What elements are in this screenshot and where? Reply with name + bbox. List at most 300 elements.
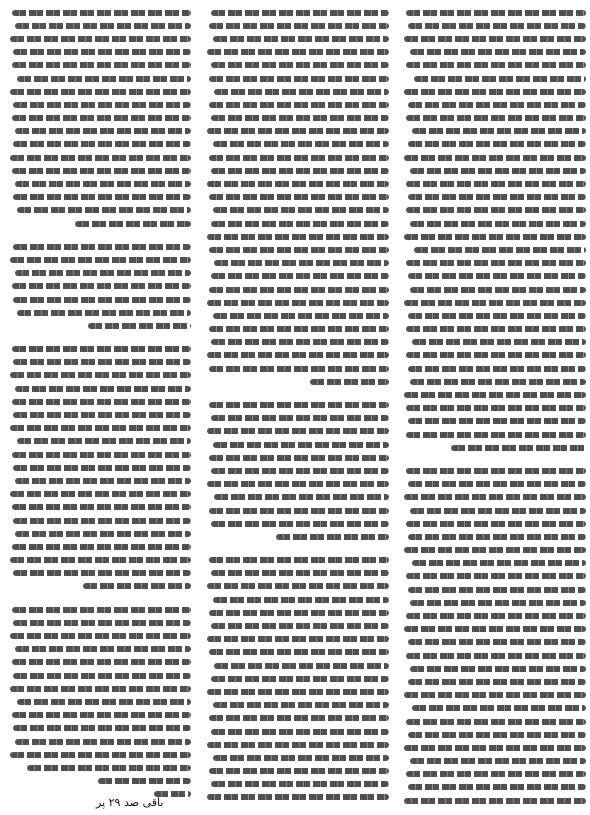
text-line-ink — [10, 686, 192, 692]
text-line — [201, 270, 388, 283]
text-line-ink — [211, 62, 389, 68]
text-line-ink — [10, 491, 192, 497]
text-line-ink — [209, 76, 389, 82]
text-line-ink — [404, 300, 586, 306]
text-line — [399, 98, 586, 111]
text-line-ink — [12, 399, 192, 405]
text-line-ink — [406, 181, 586, 187]
paragraph-gap — [4, 230, 191, 240]
text-line-ink — [27, 765, 192, 771]
text-line-ink — [408, 418, 586, 424]
text-line-ink — [209, 247, 389, 253]
paragraph-gap — [4, 593, 191, 603]
text-line-ink — [412, 128, 586, 134]
text-line-ink — [214, 494, 388, 500]
text-line — [399, 583, 586, 596]
text-line-ink — [15, 23, 191, 29]
text-line-ink — [12, 544, 192, 550]
text-line — [4, 527, 191, 540]
text-line — [201, 672, 388, 685]
text-line — [399, 6, 586, 19]
text-line-ink — [213, 755, 389, 761]
paragraph-gap — [201, 544, 388, 554]
text-line — [399, 336, 586, 349]
text-line-ink — [209, 455, 389, 461]
text-line-ink — [213, 442, 389, 448]
text-line-ink — [207, 300, 389, 306]
text-line-ink — [408, 366, 586, 372]
text-line — [201, 349, 388, 362]
text-line-ink — [209, 557, 389, 563]
text-line-ink — [13, 141, 191, 147]
text-line-ink — [209, 402, 389, 408]
text-line-ink — [10, 752, 192, 758]
text-line-ink — [211, 339, 389, 345]
text-line — [201, 425, 388, 438]
text-line — [399, 544, 586, 557]
text-line — [399, 296, 586, 309]
text-line — [201, 606, 388, 619]
text-line-ink — [207, 428, 389, 434]
text-line-ink — [13, 194, 191, 200]
text-line — [4, 775, 191, 788]
text-line-ink — [207, 181, 389, 187]
text-line-ink — [209, 326, 389, 332]
text-line-ink — [209, 649, 389, 655]
text-line-ink — [207, 636, 389, 642]
text-line-ink — [408, 732, 586, 738]
text-line — [4, 488, 191, 501]
text-line-ink — [406, 719, 586, 725]
text-line — [4, 112, 191, 125]
text-line-ink — [211, 781, 389, 787]
text-line-ink — [10, 372, 192, 378]
text-line-ink — [406, 613, 586, 619]
text-line — [4, 474, 191, 487]
text-line-ink — [13, 518, 191, 524]
text-line-ink — [213, 597, 389, 603]
text-line — [201, 712, 388, 725]
text-line — [4, 267, 191, 280]
text-line-ink — [207, 689, 389, 695]
text-line — [201, 791, 388, 804]
text-line-ink — [408, 587, 586, 593]
text-line — [4, 709, 191, 722]
text-line — [399, 362, 586, 375]
text-line-ink — [408, 639, 586, 645]
text-line — [4, 422, 191, 435]
text-column-middle — [201, 6, 388, 811]
text-line-ink — [213, 207, 389, 213]
text-line-ink — [12, 504, 192, 510]
text-line-ink — [209, 610, 389, 616]
text-line — [201, 323, 388, 336]
text-line-ink — [15, 739, 191, 745]
text-line-ink — [17, 76, 191, 82]
text-line — [4, 85, 191, 98]
text-line-ink — [12, 346, 192, 352]
text-line — [201, 177, 388, 190]
text-line — [399, 689, 586, 702]
text-line-ink — [412, 560, 586, 566]
text-line-ink — [15, 531, 191, 537]
text-line-ink — [406, 260, 586, 266]
text-line-ink — [207, 49, 389, 55]
text-line-ink — [211, 415, 389, 421]
text-line-ink — [410, 49, 586, 55]
text-line — [399, 415, 586, 428]
text-line — [4, 567, 191, 580]
text-line — [399, 270, 586, 283]
text-line — [201, 85, 388, 98]
text-line — [4, 46, 191, 59]
text-line — [201, 725, 388, 738]
text-line-ink — [98, 778, 192, 784]
text-line-ink — [207, 583, 389, 589]
text-line — [399, 125, 586, 138]
text-line — [4, 280, 191, 293]
text-line-ink — [406, 326, 586, 332]
text-line — [399, 478, 586, 491]
text-line — [399, 636, 586, 649]
text-line — [399, 112, 586, 125]
text-line-ink — [406, 207, 586, 213]
text-line — [399, 402, 586, 415]
text-line-ink — [404, 745, 586, 751]
text-line — [399, 243, 586, 256]
text-line-ink — [408, 313, 586, 319]
text-line — [201, 464, 388, 477]
text-line — [399, 491, 586, 504]
text-line — [201, 151, 388, 164]
text-line-ink — [410, 758, 586, 764]
text-line-ink — [406, 115, 586, 121]
text-line-ink — [408, 23, 586, 29]
continuation-note: باقی صد ۲۹ پر — [96, 796, 164, 809]
text-line — [4, 461, 191, 474]
text-line — [4, 682, 191, 695]
text-line — [4, 356, 191, 369]
text-line — [4, 629, 191, 642]
text-line — [4, 395, 191, 408]
text-line-ink — [406, 352, 586, 358]
text-line-ink — [17, 699, 191, 705]
text-line — [201, 491, 388, 504]
text-line — [399, 441, 586, 454]
text-line — [201, 6, 388, 19]
text-line — [201, 138, 388, 151]
text-line-ink — [207, 234, 389, 240]
text-line — [4, 293, 191, 306]
text-line — [399, 46, 586, 59]
text-line-ink — [12, 168, 192, 174]
text-line — [201, 283, 388, 296]
text-line — [4, 204, 191, 217]
text-line — [399, 662, 586, 675]
text-line — [201, 751, 388, 764]
text-line-ink — [406, 573, 586, 579]
text-line — [201, 659, 388, 672]
text-line-ink — [406, 405, 586, 411]
text-line-ink — [12, 283, 192, 289]
text-line — [201, 567, 388, 580]
text-line-ink — [408, 784, 586, 790]
text-line-ink — [404, 692, 586, 698]
text-line-ink — [13, 412, 191, 418]
text-line — [399, 557, 586, 570]
text-line-ink — [207, 481, 389, 487]
text-line — [4, 369, 191, 382]
text-line — [399, 59, 586, 72]
text-line-ink — [404, 155, 586, 161]
text-line-ink — [209, 23, 389, 29]
text-line-ink — [15, 386, 191, 392]
text-line — [201, 685, 388, 698]
text-line-ink — [13, 359, 191, 365]
text-line-ink — [408, 194, 586, 200]
text-line — [4, 253, 191, 266]
text-line — [201, 164, 388, 177]
text-line — [201, 504, 388, 517]
text-line — [4, 177, 191, 190]
text-line — [4, 643, 191, 656]
text-line-ink — [13, 673, 191, 679]
text-line — [4, 448, 191, 461]
text-line — [399, 570, 586, 583]
text-line — [399, 741, 586, 754]
text-line — [399, 323, 586, 336]
text-line-ink — [404, 89, 586, 95]
text-line-ink — [276, 534, 388, 540]
text-line-ink — [404, 626, 586, 632]
text-line — [201, 699, 388, 712]
text-line-ink — [12, 115, 192, 121]
text-line-ink — [410, 379, 586, 385]
text-line-ink — [414, 76, 586, 82]
text-line-ink — [406, 521, 586, 527]
text-line — [201, 125, 388, 138]
text-line — [399, 794, 586, 807]
text-line — [4, 735, 191, 748]
text-line-ink — [211, 168, 389, 174]
text-line-ink — [13, 49, 191, 55]
text-line — [4, 343, 191, 356]
text-line — [201, 257, 388, 270]
text-line-ink — [209, 287, 389, 293]
text-line — [4, 695, 191, 708]
text-line — [201, 59, 388, 72]
text-line-ink — [15, 128, 191, 134]
text-line-ink — [211, 273, 389, 279]
text-line — [399, 375, 586, 388]
text-line — [201, 204, 388, 217]
text-line — [201, 112, 388, 125]
text-line-ink — [414, 247, 586, 253]
text-line — [201, 778, 388, 791]
text-line-ink — [410, 508, 586, 514]
text-line — [399, 530, 586, 543]
text-line-ink — [408, 273, 586, 279]
text-line — [4, 722, 191, 735]
text-line-ink — [13, 465, 191, 471]
text-line — [201, 46, 388, 59]
text-line — [399, 138, 586, 151]
text-line — [4, 554, 191, 567]
text-line — [201, 438, 388, 451]
text-line — [399, 230, 586, 243]
text-line — [399, 715, 586, 728]
text-line-ink — [15, 270, 191, 276]
text-line-ink — [404, 392, 586, 398]
text-line-ink — [211, 729, 389, 735]
text-line-ink — [10, 557, 192, 563]
text-line-ink — [410, 221, 586, 227]
text-line — [201, 646, 388, 659]
text-line-ink — [406, 432, 586, 438]
text-line-ink — [10, 36, 192, 42]
text-line-ink — [209, 366, 389, 372]
text-line-ink — [10, 257, 192, 263]
text-line-ink — [12, 62, 192, 68]
paragraph-gap — [201, 388, 388, 398]
text-line — [4, 138, 191, 151]
text-line-ink — [209, 715, 389, 721]
text-line-ink — [412, 705, 586, 711]
text-line — [4, 580, 191, 593]
text-line — [201, 765, 388, 778]
text-line — [399, 428, 586, 441]
text-line-ink — [15, 478, 191, 484]
text-line-ink — [404, 494, 586, 500]
text-line-ink — [209, 155, 389, 161]
text-line-ink — [13, 297, 191, 303]
text-column-left — [4, 6, 191, 811]
text-line-ink — [404, 36, 586, 42]
text-line — [201, 336, 388, 349]
text-line — [4, 514, 191, 527]
text-line — [201, 309, 388, 322]
text-line — [399, 781, 586, 794]
text-line-ink — [310, 379, 389, 385]
text-line-ink — [408, 534, 586, 540]
text-line — [4, 656, 191, 669]
text-line — [399, 649, 586, 662]
text-line — [201, 554, 388, 567]
text-line — [399, 217, 586, 230]
text-line-ink — [211, 221, 389, 227]
text-line — [201, 243, 388, 256]
text-line — [201, 217, 388, 230]
text-line-ink — [406, 468, 586, 474]
text-line — [201, 296, 388, 309]
text-line — [201, 412, 388, 425]
text-line-ink — [12, 452, 192, 458]
text-line — [201, 72, 388, 85]
text-line — [399, 388, 586, 401]
text-line — [4, 98, 191, 111]
text-line-ink — [17, 207, 191, 213]
text-line — [201, 451, 388, 464]
text-line — [4, 151, 191, 164]
text-line-ink — [214, 89, 388, 95]
text-line — [399, 72, 586, 85]
text-line-ink — [207, 352, 389, 358]
text-line-ink — [10, 89, 192, 95]
text-line-ink — [410, 666, 586, 672]
text-line — [399, 504, 586, 517]
text-line — [399, 755, 586, 768]
text-line — [399, 768, 586, 781]
text-line-ink — [17, 310, 191, 316]
text-line-ink — [214, 260, 388, 266]
text-line — [4, 191, 191, 204]
text-line — [399, 164, 586, 177]
text-line-ink — [404, 234, 586, 240]
text-line — [201, 517, 388, 530]
text-line — [201, 98, 388, 111]
text-line — [201, 230, 388, 243]
text-line — [399, 257, 586, 270]
text-line-ink — [209, 768, 389, 774]
text-line-ink — [13, 570, 191, 576]
text-line-ink — [13, 244, 191, 250]
text-line — [4, 603, 191, 616]
text-line — [399, 309, 586, 322]
paragraph-gap — [399, 454, 586, 464]
text-line — [4, 32, 191, 45]
text-line — [201, 633, 388, 646]
text-line — [201, 478, 388, 491]
text-line — [201, 738, 388, 751]
text-line-ink — [15, 181, 191, 187]
text-line — [399, 283, 586, 296]
text-line — [399, 32, 586, 45]
text-line-ink — [211, 623, 389, 629]
text-line — [4, 761, 191, 774]
text-line — [201, 32, 388, 45]
text-line — [399, 702, 586, 715]
text-line — [399, 349, 586, 362]
text-line-ink — [17, 438, 191, 444]
text-line-ink — [211, 521, 389, 527]
text-line — [201, 19, 388, 32]
text-line-ink — [12, 659, 192, 665]
text-line-ink — [213, 313, 389, 319]
text-line — [201, 191, 388, 204]
text-line — [4, 669, 191, 682]
text-line — [399, 191, 586, 204]
text-line — [4, 72, 191, 85]
text-line-ink — [213, 141, 389, 147]
text-line-ink — [211, 570, 389, 576]
text-line-ink — [207, 794, 389, 800]
text-line-ink — [211, 676, 389, 682]
text-line-ink — [406, 653, 586, 659]
text-line-ink — [15, 646, 191, 652]
text-line-ink — [412, 339, 586, 345]
paragraph-gap — [4, 333, 191, 343]
text-line — [4, 19, 191, 32]
text-line — [4, 59, 191, 72]
text-line — [399, 517, 586, 530]
text-line-ink — [408, 102, 586, 108]
text-line-ink — [12, 607, 192, 613]
text-line-ink — [10, 425, 192, 431]
text-line — [4, 217, 191, 230]
text-line — [399, 675, 586, 688]
text-line — [4, 125, 191, 138]
text-line — [4, 616, 191, 629]
